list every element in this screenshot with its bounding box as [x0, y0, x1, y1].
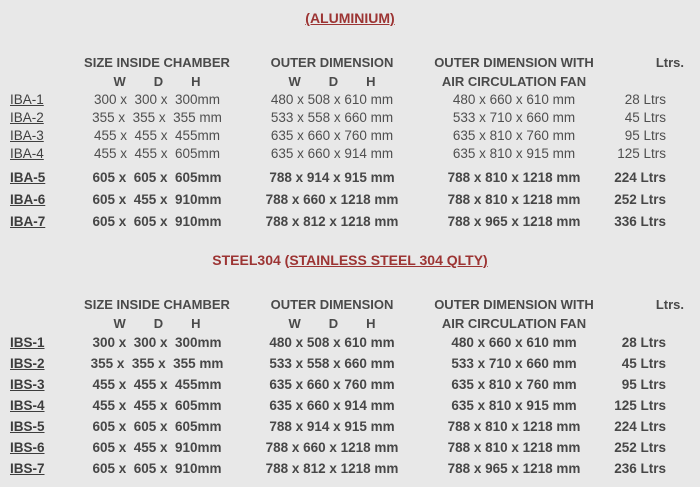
ltrs-cell: 28 Ltrs: [624, 91, 666, 107]
fan-cell: 635 x 810 x 760 mm: [451, 377, 577, 392]
ltrs-cell: 95 Ltrs: [624, 127, 666, 143]
column-header-fan-line1: OUTER DIMENSION WITH: [434, 54, 594, 70]
ltrs-cell: 125 Ltrs: [614, 398, 666, 413]
outer-cell: 788 x 914 x 915 mm: [269, 419, 395, 434]
outer-cell: 635 x 660 x 914 mm: [270, 145, 394, 161]
outer-cell: 788 x 660 x 1218 mm: [265, 191, 399, 207]
outer-w-label: W: [288, 315, 301, 331]
size-cell: 605 x 455 x 910mm: [92, 440, 222, 455]
size-cell: 605 x 605 x 910mm: [92, 461, 222, 476]
fan-cell: 533 x 710 x 660 mm: [452, 109, 576, 125]
table-row: [8, 90, 700, 108]
table-row: [8, 353, 700, 374]
size-cell: 300 x 300 x 300mm: [93, 91, 221, 107]
ltrs-cell: 28 Ltrs: [621, 335, 666, 350]
size-cell: 300 x 300 x 300mm: [92, 335, 222, 350]
fan-cell: 788 x 965 x 1218 mm: [447, 213, 581, 229]
model-link-ibs-1[interactable]: IBS-1: [10, 335, 45, 350]
table-row: [8, 210, 700, 232]
size-d-label: D: [153, 315, 164, 331]
column-header-ltrs: Ltrs.: [655, 296, 684, 312]
model-link-ibs-5[interactable]: IBS-5: [10, 419, 45, 434]
steel304-subheader-row: [8, 314, 700, 332]
model-link-ibs-2[interactable]: IBS-2: [10, 356, 45, 371]
steel304-table: [0, 294, 700, 479]
outer-cell: 533 x 558 x 660 mm: [270, 109, 394, 125]
aluminium-heading-link[interactable]: (ALUMINIUM): [305, 10, 395, 26]
ltrs-cell: 236 Ltrs: [614, 461, 666, 476]
aluminium-section: [0, 10, 700, 232]
model-link-ibs-3[interactable]: IBS-3: [10, 377, 45, 392]
steel304-section: [0, 252, 700, 479]
outer-wdh-labels: [248, 74, 416, 89]
size-h-label: H: [191, 315, 201, 331]
table-row: [8, 458, 700, 479]
aluminium-heading: [0, 10, 700, 26]
size-w-label: W: [113, 315, 126, 331]
fan-cell: 480 x 660 x 610 mm: [451, 335, 577, 350]
table-row: [8, 108, 700, 126]
model-link-ibs-6[interactable]: IBS-6: [10, 440, 45, 455]
column-header-fan-line2: AIR CIRCULATION FAN: [441, 315, 587, 331]
outer-h-label: H: [366, 315, 376, 331]
size-cell: 455 x 455 x 605mm: [92, 398, 222, 413]
outer-cell: 788 x 660 x 1218 mm: [265, 440, 399, 455]
outer-wdh-labels: [248, 316, 416, 331]
outer-cell: 480 x 508 x 610 mm: [269, 335, 395, 350]
size-cell: 605 x 455 x 910mm: [92, 191, 222, 207]
size-cell: 355 x 355 x 355 mm: [92, 109, 222, 125]
table-row: [8, 188, 700, 210]
ltrs-cell: 336 Ltrs: [614, 213, 666, 229]
fan-cell: 635 x 810 x 915 mm: [452, 145, 576, 161]
size-cell: 605 x 605 x 910mm: [92, 213, 222, 229]
outer-cell: 635 x 660 x 914 mm: [269, 398, 395, 413]
size-cell: 605 x 605 x 605mm: [92, 419, 222, 434]
ltrs-cell: 224 Ltrs: [614, 419, 666, 434]
column-header-outer: OUTER DIMENSION: [270, 296, 394, 312]
outer-cell: 788 x 914 x 915 mm: [269, 169, 395, 185]
model-link-iba-3[interactable]: IBA-3: [10, 127, 44, 143]
ltrs-cell: 95 Ltrs: [621, 377, 666, 392]
table-row: [8, 374, 700, 395]
table-row: [8, 126, 700, 144]
fan-cell: 788 x 810 x 1218 mm: [447, 440, 581, 455]
outer-w-label: W: [288, 73, 301, 89]
column-header-fan-line1: OUTER DIMENSION WITH: [434, 296, 594, 312]
aluminium-table: [0, 52, 700, 232]
table-row: [8, 395, 700, 416]
column-header-outer: OUTER DIMENSION: [270, 54, 394, 70]
model-link-ibs-7[interactable]: IBS-7: [10, 461, 45, 476]
size-cell: 455 x 455 x 605mm: [93, 145, 221, 161]
steel304-heading: [0, 252, 700, 268]
column-header-fan-line2: AIR CIRCULATION FAN: [441, 73, 587, 89]
ltrs-cell: 45 Ltrs: [624, 109, 666, 125]
outer-cell: 788 x 812 x 1218 mm: [265, 213, 399, 229]
aluminium-subheader-row: [8, 72, 700, 90]
fan-cell: 635 x 810 x 915 mm: [451, 398, 577, 413]
ltrs-cell: 252 Ltrs: [614, 191, 666, 207]
size-cell: 605 x 605 x 605mm: [92, 169, 222, 185]
steel304-heading-link[interactable]: STAINLESS STEEL 304 QLTY): [289, 252, 488, 268]
size-wdh-labels: [66, 74, 248, 89]
fan-cell: 480 x 660 x 610 mm: [452, 91, 576, 107]
table-row: [8, 166, 700, 188]
column-header-size: SIZE INSIDE CHAMBER: [84, 54, 230, 70]
column-header-ltrs: Ltrs.: [655, 54, 684, 70]
table-row: [8, 437, 700, 458]
model-link-iba-5[interactable]: IBA-5: [10, 169, 46, 185]
aluminium-bold-rows: [8, 166, 700, 232]
model-link-iba-7[interactable]: IBA-7: [10, 213, 46, 229]
outer-h-label: H: [366, 73, 376, 89]
fan-cell: 788 x 810 x 1218 mm: [447, 169, 581, 185]
model-link-iba-2[interactable]: IBA-2: [10, 109, 44, 125]
model-link-iba-6[interactable]: IBA-6: [10, 191, 46, 207]
column-header-size: SIZE INSIDE CHAMBER: [84, 296, 230, 312]
model-link-iba-1[interactable]: IBA-1: [10, 91, 44, 107]
table-row: [8, 332, 700, 353]
table-row: [8, 416, 700, 437]
size-d-label: D: [153, 73, 164, 89]
fan-cell: 788 x 810 x 1218 mm: [447, 191, 581, 207]
table-row: [8, 144, 700, 162]
ltrs-cell: 125 Ltrs: [617, 145, 666, 161]
steel304-heading-prefix: STEEL304 (: [212, 252, 290, 268]
size-w-label: W: [113, 73, 126, 89]
fan-cell: 533 x 710 x 660 mm: [451, 356, 577, 371]
fan-cell: 635 x 810 x 760 mm: [452, 127, 576, 143]
outer-cell: 635 x 660 x 760 mm: [269, 377, 395, 392]
outer-d-label: D: [328, 73, 339, 89]
size-cell: 455 x 455 x 455mm: [92, 377, 222, 392]
outer-cell: 788 x 812 x 1218 mm: [265, 461, 399, 476]
size-cell: 355 x 355 x 355 mm: [90, 356, 224, 371]
ltrs-cell: 224 Ltrs: [614, 169, 666, 185]
size-h-label: H: [191, 73, 201, 89]
size-wdh-labels: [66, 316, 248, 331]
model-link-ibs-4[interactable]: IBS-4: [10, 398, 45, 413]
size-cell: 455 x 455 x 455mm: [93, 127, 221, 143]
steel304-header-row: [8, 294, 700, 314]
aluminium-header-row: [8, 52, 700, 72]
outer-cell: 480 x 508 x 610 mm: [270, 91, 394, 107]
outer-d-label: D: [328, 315, 339, 331]
outer-cell: 533 x 558 x 660 mm: [269, 356, 395, 371]
ltrs-cell: 252 Ltrs: [614, 440, 666, 455]
outer-cell: 635 x 660 x 760 mm: [270, 127, 394, 143]
fan-cell: 788 x 810 x 1218 mm: [447, 419, 581, 434]
ltrs-cell: 45 Ltrs: [621, 356, 666, 371]
fan-cell: 788 x 965 x 1218 mm: [447, 461, 581, 476]
model-link-iba-4[interactable]: IBA-4: [10, 145, 44, 161]
